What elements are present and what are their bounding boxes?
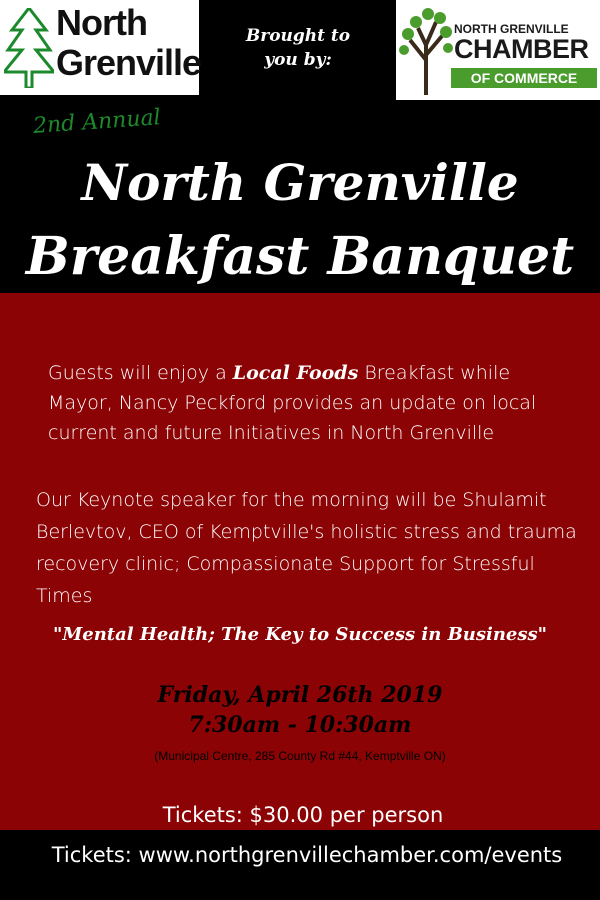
- chamber-line-2: CHAMBER: [454, 34, 589, 64]
- keynote-paragraph: Our Keynote speaker for the morning will be Shulamit Berlevtov, CEO of Kemptville's holistic stress and trauma recovery clinic; Compassionate Support for Stressful Times: [36, 489, 577, 607]
- tree-icon: [4, 8, 54, 88]
- event-venue: (Municipal Centre, 285 County Rd #44, Kemptville ON): [154, 749, 446, 763]
- intro-text-before: Guests will enjoy a: [48, 362, 233, 384]
- event-date: Friday, April 26th 2019: [157, 682, 443, 708]
- chamber-line-1: NORTH GRENVILLE: [454, 22, 569, 36]
- intro-paragraph: [48, 358, 578, 448]
- intro-text-after: Breakfast while Mayor, Nancy Peckford provides an update on local current and future Initiatives in North Grenville: [48, 362, 537, 444]
- north-grenville-logo: [0, 0, 202, 95]
- tree-icon: [396, 0, 456, 100]
- brought-line-1: Brought to: [245, 26, 351, 46]
- edition-label: 2nd Annual: [32, 105, 162, 139]
- event-time: 7:30am - 10:30am: [188, 712, 412, 738]
- logo-word-north: North: [56, 2, 147, 43]
- event-title-line-2: Breakfast Banquet: [25, 226, 575, 287]
- local-foods-highlight: Local Foods: [232, 362, 359, 384]
- talk-title: "Mental Health; The Key to Success in Business": [52, 624, 548, 645]
- chamber-line-3: OF COMMERCE: [451, 68, 597, 88]
- event-title-line-1: North Grenville: [81, 153, 519, 212]
- logo-word-grenville: Grenville: [56, 42, 202, 83]
- brought-line-2: you by:: [264, 50, 332, 70]
- ticket-price: Tickets: $30.00 per person: [162, 803, 444, 827]
- brought-to-you-by: [218, 24, 378, 72]
- ticket-url[interactable]: Tickets: www.northgrenvillechamber.com/events: [51, 843, 563, 867]
- chamber-of-commerce-logo: [396, 0, 600, 100]
